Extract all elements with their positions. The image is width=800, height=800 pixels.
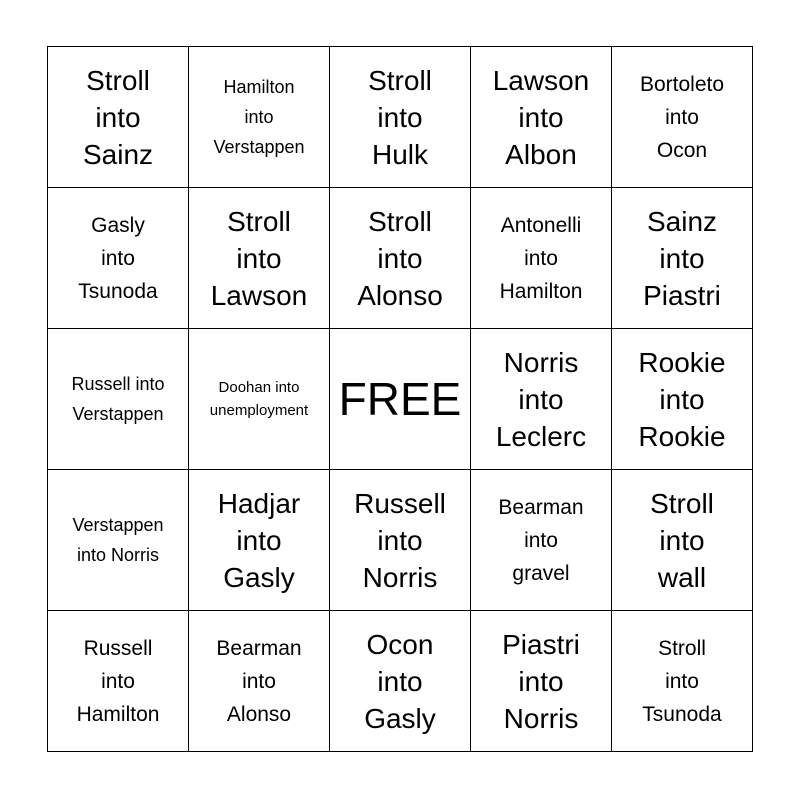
cell-label: Stroll into Lawson xyxy=(210,205,308,311)
bingo-cell-r2c4[interactable] xyxy=(471,188,612,329)
cell-label: Russell into Verstappen xyxy=(71,374,165,424)
cell-label: Doohan into unemployment xyxy=(209,379,309,419)
cell-label: Antonelli into Hamilton xyxy=(499,213,583,303)
bingo-cell-r1c4[interactable] xyxy=(471,47,612,188)
bingo-cell-r1c1[interactable] xyxy=(48,47,189,188)
bingo-cell-r5c4[interactable] xyxy=(471,611,612,752)
bingo-cell-r5c3[interactable] xyxy=(330,611,471,752)
bingo-cell-r4c1[interactable] xyxy=(48,470,189,611)
cell-label: Bearman into Alonso xyxy=(216,636,302,726)
cell-label: Bortoleto into Ocon xyxy=(639,72,725,162)
bingo-cell-r1c2[interactable] xyxy=(189,47,330,188)
cell-label: Stroll into wall xyxy=(650,487,714,593)
bingo-cell-r4c5[interactable] xyxy=(612,470,753,611)
cell-label: Piastri into Norris xyxy=(502,628,580,734)
bingo-board xyxy=(47,46,753,752)
cell-label: Bearman into gravel xyxy=(498,495,584,585)
bingo-cell-r4c3[interactable] xyxy=(330,470,471,611)
bingo-cell-r5c1[interactable] xyxy=(48,611,189,752)
bingo-cell-r2c3[interactable] xyxy=(330,188,471,329)
cell-label: Russell into Norris xyxy=(354,487,446,593)
bingo-cell-r5c2[interactable] xyxy=(189,611,330,752)
bingo-cell-r2c1[interactable] xyxy=(48,188,189,329)
bingo-cell-r3c2[interactable] xyxy=(189,329,330,470)
cell-label: Sainz into Piastri xyxy=(643,205,721,311)
bingo-free-space[interactable] xyxy=(330,329,471,470)
cell-label: Norris into Leclerc xyxy=(495,346,587,452)
cell-label: Russell into Hamilton xyxy=(76,636,160,726)
bingo-cell-r4c4[interactable] xyxy=(471,470,612,611)
cell-label: Stroll into Sainz xyxy=(82,64,154,170)
cell-label: Ocon into Gasly xyxy=(364,628,436,734)
bingo-cell-r1c3[interactable] xyxy=(330,47,471,188)
bingo-cell-r2c2[interactable] xyxy=(189,188,330,329)
free-space-label: FREE xyxy=(338,373,462,425)
bingo-cell-r3c4[interactable] xyxy=(471,329,612,470)
bingo-cell-r5c5[interactable] xyxy=(612,611,753,752)
cell-label: Stroll into Tsunoda xyxy=(642,636,722,726)
cell-label: Stroll into Hulk xyxy=(368,64,432,170)
cell-label: Verstappen into Norris xyxy=(72,515,164,565)
cell-label: Stroll into Alonso xyxy=(357,205,443,311)
cell-label: Gasly into Tsunoda xyxy=(78,213,158,303)
bingo-cell-r3c5[interactable] xyxy=(612,329,753,470)
bingo-cell-r3c1[interactable] xyxy=(48,329,189,470)
bingo-cell-r4c2[interactable] xyxy=(189,470,330,611)
cell-label: Rookie into Rookie xyxy=(638,346,726,452)
cell-label: Lawson into Albon xyxy=(492,64,590,170)
cell-label: Hamilton into Verstappen xyxy=(213,77,305,157)
bingo-cell-r1c5[interactable] xyxy=(612,47,753,188)
cell-label: Hadjar into Gasly xyxy=(217,487,301,593)
bingo-cell-r2c5[interactable] xyxy=(612,188,753,329)
